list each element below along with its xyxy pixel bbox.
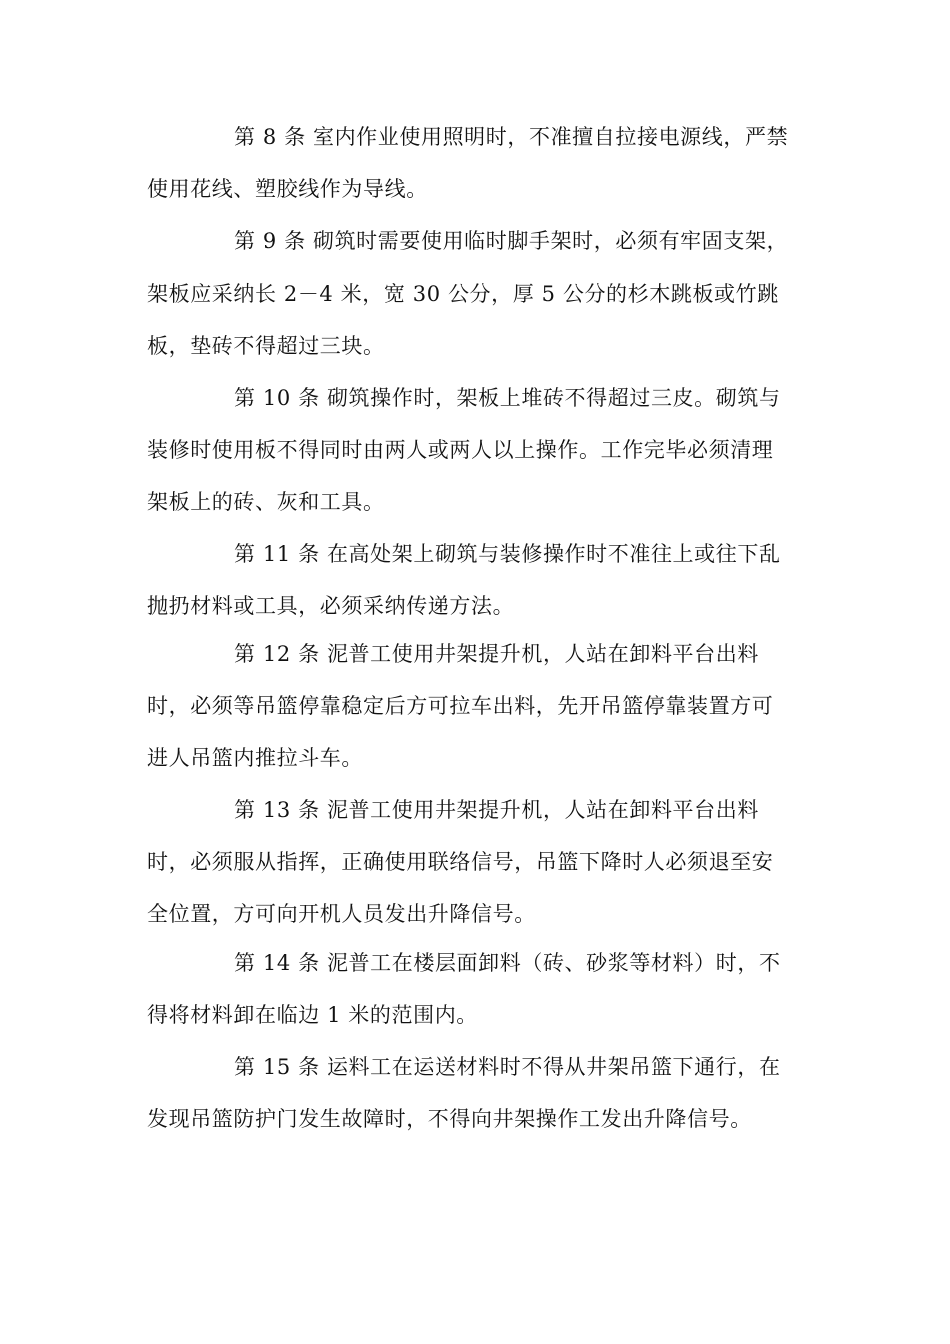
article-12-line-2: 时，必须等吊篮停靠稳定后方可拉车出料，先开吊篮停靠装置方可 — [147, 694, 774, 718]
article-15-line-1: 第 15 条 运料工在运送材料时不得从井架吊篮下通行，在 — [234, 1055, 781, 1079]
article-13-line-3: 全位置，方可向开机人员发出升降信号。 — [147, 902, 536, 926]
article-14-line-2: 得将材料卸在临边 1 米的范围内。 — [147, 1003, 478, 1027]
article-8-line-1: 第 8 条 室内作业使用照明时，不准擅自拉接电源线，严禁 — [234, 125, 789, 149]
article-10-line-3: 架板上的砖、灰和工具。 — [147, 490, 385, 514]
article-8-line-2: 使用花线、塑胶线作为导线。 — [147, 177, 428, 201]
article-11-line-1: 第 11 条 在高处架上砌筑与装修操作时不准往上或往下乱 — [234, 542, 781, 566]
article-15-line-2: 发现吊篮防护门发生故障时，不得向井架操作工发出升降信号。 — [147, 1107, 752, 1131]
article-10-line-1: 第 10 条 砌筑操作时，架板上堆砖不得超过三皮。砌筑与 — [234, 386, 781, 410]
article-9-line-1: 第 9 条 砌筑时需要使用临时脚手架时，必须有牢固支架， — [234, 229, 789, 253]
article-9-line-3: 板，垫砖不得超过三块。 — [147, 334, 385, 358]
article-11-line-2: 抛扔材料或工具，必须采纳传递方法。 — [147, 594, 515, 618]
article-14-line-1: 第 14 条 泥普工在楼层面卸料（砖、砂浆等材料）时，不 — [234, 951, 781, 975]
article-13-line-1: 第 13 条 泥普工使用井架提升机，人站在卸料平台出料 — [234, 798, 759, 822]
article-12-line-1: 第 12 条 泥普工使用井架提升机，人站在卸料平台出料 — [234, 642, 759, 666]
article-13-line-2: 时，必须服从指挥，正确使用联络信号，吊篮下降时人必须退至安 — [147, 850, 774, 874]
article-10-line-2: 装修时使用板不得同时由两人或两人以上操作。工作完毕必须清理 — [147, 438, 774, 462]
article-12-line-3: 进人吊篮内推拉斗车。 — [147, 746, 363, 770]
article-9-line-2: 架板应采纳长 2－4 米，宽 30 公分，厚 5 公分的杉木跳板或竹跳 — [147, 282, 779, 306]
